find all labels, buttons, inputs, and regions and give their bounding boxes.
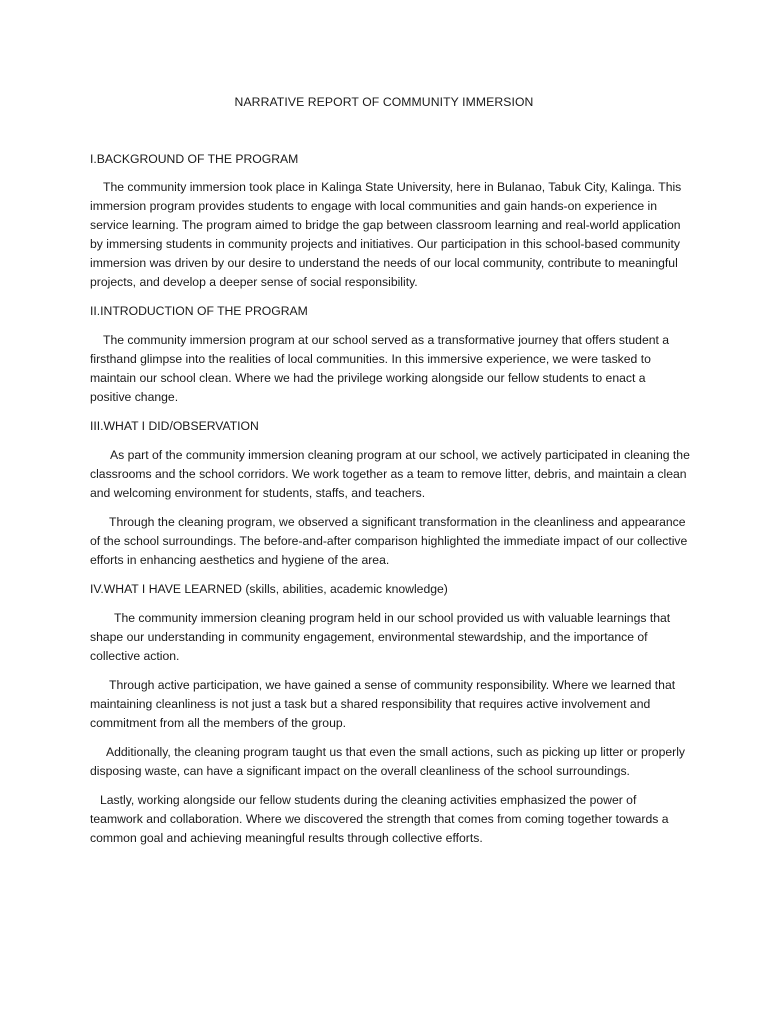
learned-paragraph-3: Additionally, the cleaning program taught us that even the small actions, such as picking up litter or properly disposing waste, can have a significant impact on the overall cleanliness of the school surroundings.	[90, 745, 685, 778]
observation-paragraph-2: Through the cleaning program, we observed a significant transformation in the cleanliness and appearance of the school surroundings. The before-and-after comparison highlighted the immediate impact of our collective efforts in enhancing aesthetics and hygiene of the area.	[90, 515, 688, 567]
section-heading-learned: IV.WHAT I HAVE LEARNED (skills, abilities, academic knowledge)	[90, 582, 448, 596]
observation-paragraph-1: As part of the community immersion cleaning program at our school, we actively participated in cleaning the classrooms and the school corridors. We work together as a team to remove litter, debris, and maintain a clean and welcoming environment for students, staffs, and teachers.	[90, 448, 690, 500]
learned-paragraph-4: Lastly, working alongside our fellow students during the cleaning activities emphasized the power of teamwork and collaboration. Where we discovered the strength that comes from coming together towards a common goal and achieving meaningful results through collective efforts.	[90, 793, 669, 845]
document-title: NARRATIVE REPORT OF COMMUNITY IMMERSION	[234, 95, 534, 109]
learned-paragraph-1: The community immersion cleaning program held in our school provided us with valuable learnings that shape our understanding in community engagement, environmental stewardship, and the importance of collective action.	[90, 611, 671, 663]
section-heading-observation: III.WHAT I DID/OBSERVATION	[90, 419, 259, 433]
section-heading-background: I.BACKGROUND OF THE PROGRAM	[90, 152, 299, 166]
learned-paragraph-2: Through active participation, we have gained a sense of community responsibility. Where we learned that maintaining cleanliness is not just a task but a shared responsibility that requires active involvement and commitment from all the members of the group.	[90, 678, 676, 730]
section-heading-introduction: II.INTRODUCTION OF THE PROGRAM	[90, 304, 308, 318]
document-body	[90, 150, 690, 848]
introduction-paragraph: The community immersion program at our school served as a transformative journey that offers student a firsthand glimpse into the realities of local communities. In this immersive experience, we were tasked to maintain our school clean. Where we had the privilege working alongside our fellow students to enact a positive change.	[90, 333, 670, 404]
background-paragraph: The community immersion took place in Kalinga State University, here in Bulanao, Tabuk City, Kalinga. This immersion program provides students to engage with local communities and gain hands-on experience in service learning. The program aimed to bridge the gap between classroom learning and real-world application by immersing students in community projects and initiatives. Our participation in this school-based community immersion was driven by our desire to understand the needs of our local community, contribute to meaningful projects, and develop a deeper sense of social responsibility.	[90, 180, 682, 289]
